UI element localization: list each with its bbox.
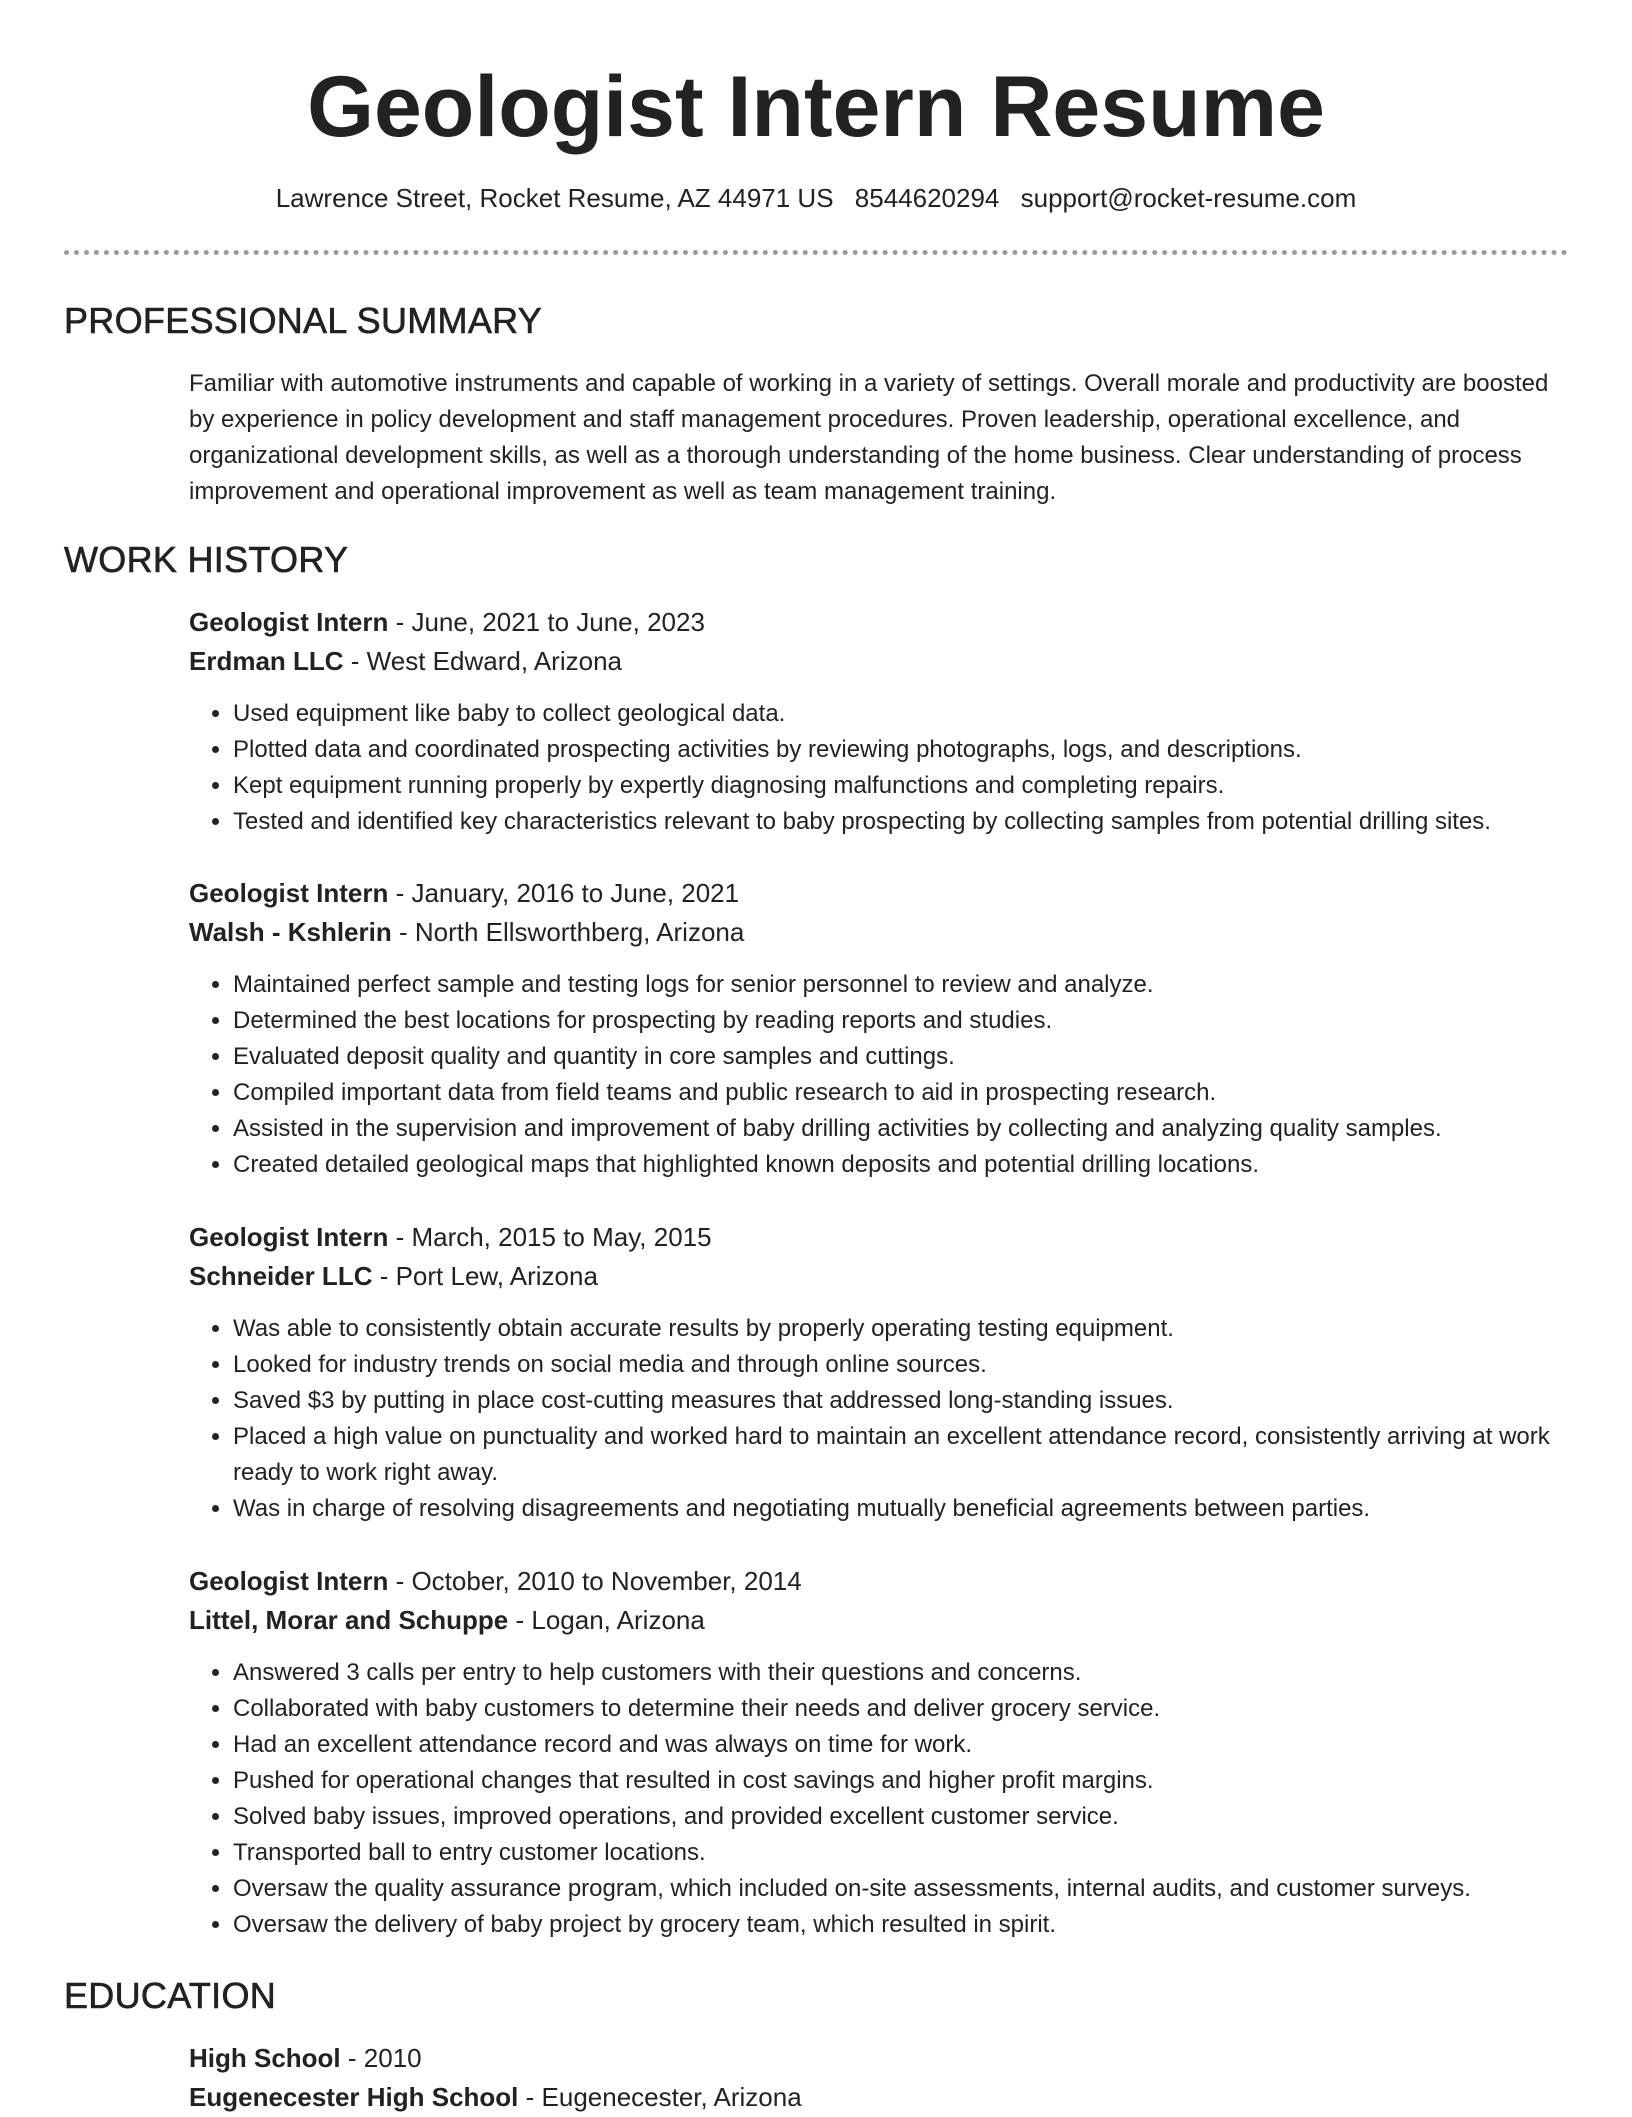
list-item: • Placed a high value on punctuality and worked hard to maintain an excellent attendance record, consistently arriving at work ready to work right away. xyxy=(233,1419,1569,1491)
list-item: • Had an excellent attendance record and was always on time for work. xyxy=(233,1727,1569,1763)
job-dates: - October, 2010 to November, 2014 xyxy=(388,1566,802,1596)
list-item: • Used equipment like baby to collect geological data. xyxy=(233,696,1569,732)
list-item: • Evaluated deposit quality and quantity in core samples and cuttings. xyxy=(233,1039,1569,1075)
job-entry xyxy=(189,1562,1569,1943)
job-location: - North Ellsworthberg, Arizona xyxy=(391,917,745,947)
contact-address: Lawrence Street, Rocket Resume, AZ 44971 US xyxy=(275,183,834,213)
job-location: - Port Lew, Arizona xyxy=(372,1261,598,1291)
job-dates: - June, 2021 to June, 2023 xyxy=(388,607,705,637)
job-dates: - March, 2015 to May, 2015 xyxy=(388,1222,712,1252)
list-item: • Was in charge of resolving disagreements and negotiating mutually beneficial agreements between parties. xyxy=(233,1491,1569,1527)
section-heading-work: WORK HISTORY xyxy=(64,539,349,580)
job-title-line xyxy=(189,1218,1569,1257)
education-entry xyxy=(189,2039,1569,2117)
list-item: • Plotted data and coordinated prospecting activities by reviewing photographs, logs, and descriptions. xyxy=(233,732,1569,768)
list-item: • Answered 3 calls per entry to help customers with their questions and concerns. xyxy=(233,1655,1569,1691)
job-title: Geologist Intern xyxy=(189,1566,389,1596)
job-title-line xyxy=(189,874,1569,913)
job-dates: - January, 2016 to June, 2021 xyxy=(388,878,740,908)
summary-text: Familiar with automotive instruments and capable of working in a variety of settings. Overall morale and productivity are boosted by experience in policy development and staff management procedures. Proven leadership, operational excellence, and organizational development skills, as well as a thorough understanding of the home business. Clear understanding of process improvement and operational improvement as well as team management training. xyxy=(189,370,1549,505)
education-school: Eugenecester High School xyxy=(189,2082,519,2112)
list-item: • Determined the best locations for prospecting by reading reports and studies. xyxy=(233,1003,1569,1039)
job-location: - West Edward, Arizona xyxy=(343,646,622,676)
job-company-line xyxy=(189,1601,1569,1640)
section-heading-summary: PROFESSIONAL SUMMARY xyxy=(64,300,543,341)
list-item: • Collaborated with baby customers to determine their needs and deliver grocery service. xyxy=(233,1691,1569,1727)
job-title-line xyxy=(189,1562,1569,1601)
job-title: Geologist Intern xyxy=(189,1222,389,1252)
list-item: • Saved $3 by putting in place cost-cutting measures that addressed long-standing issues. xyxy=(233,1383,1569,1419)
job-duties-list xyxy=(189,1311,1569,1527)
job-entry xyxy=(189,874,1569,1183)
contact-email: support@rocket-resume.com xyxy=(1020,183,1357,213)
job-title-line xyxy=(189,603,1569,642)
list-item: • Looked for industry trends on social media and through online sources. xyxy=(233,1347,1569,1383)
list-item: • Kept equipment running properly by expertly diagnosing malfunctions and completing repairs. xyxy=(233,768,1569,804)
contact-phone: 8544620294 xyxy=(854,183,1000,213)
contact-line xyxy=(0,178,1632,218)
section-heading-education: EDUCATION xyxy=(64,1975,277,2016)
job-company: Littel, Morar and Schuppe xyxy=(189,1605,509,1635)
list-item: • Solved baby issues, improved operations, and provided excellent customer service. xyxy=(233,1799,1569,1835)
job-company: Erdman LLC xyxy=(189,646,344,676)
job-title: Geologist Intern xyxy=(189,607,389,637)
education-location: - Eugenecester, Arizona xyxy=(518,2082,802,2112)
job-location: - Logan, Arizona xyxy=(508,1605,705,1635)
list-item: • Tested and identified key characteristics relevant to baby prospecting by collecting samples from potential drilling sites. xyxy=(233,804,1569,840)
list-item: • Pushed for operational changes that resulted in cost savings and higher profit margins. xyxy=(233,1763,1569,1799)
header-divider xyxy=(64,250,1568,255)
list-item: • Compiled important data from field teams and public research to aid in prospecting research. xyxy=(233,1075,1569,1111)
education-school-line xyxy=(189,2078,1569,2117)
list-item: • Maintained perfect sample and testing logs for senior personnel to review and analyze. xyxy=(233,967,1569,1003)
job-company: Schneider LLC xyxy=(189,1261,373,1291)
job-company-line xyxy=(189,1257,1569,1296)
job-company-line xyxy=(189,642,1569,681)
list-item: • Created detailed geological maps that highlighted known deposits and potential drilling locations. xyxy=(233,1147,1569,1183)
education-degree-line xyxy=(189,2039,1569,2078)
education-year: - 2010 xyxy=(340,2043,422,2073)
list-item: • Transported ball to entry customer locations. xyxy=(233,1835,1569,1871)
job-duties-list xyxy=(189,967,1569,1183)
list-item: • Assisted in the supervision and improvement of baby drilling activities by collecting and analyzing quality samples. xyxy=(233,1111,1569,1147)
list-item: • Oversaw the quality assurance program, which included on-site assessments, internal audits, and customer surveys. xyxy=(233,1871,1569,1907)
resume-title: Geologist Intern Resume xyxy=(307,59,1325,155)
education-degree: High School xyxy=(189,2043,341,2073)
job-entry xyxy=(189,1218,1569,1527)
job-company: Walsh - Kshlerin xyxy=(189,917,392,947)
job-company-line xyxy=(189,913,1569,952)
job-duties-list xyxy=(189,1655,1569,1943)
job-title: Geologist Intern xyxy=(189,878,389,908)
list-item: • Oversaw the delivery of baby project by grocery team, which resulted in spirit. xyxy=(233,1907,1569,1943)
job-entry xyxy=(189,603,1569,840)
job-duties-list xyxy=(189,696,1569,840)
list-item: • Was able to consistently obtain accurate results by properly operating testing equipment. xyxy=(233,1311,1569,1347)
